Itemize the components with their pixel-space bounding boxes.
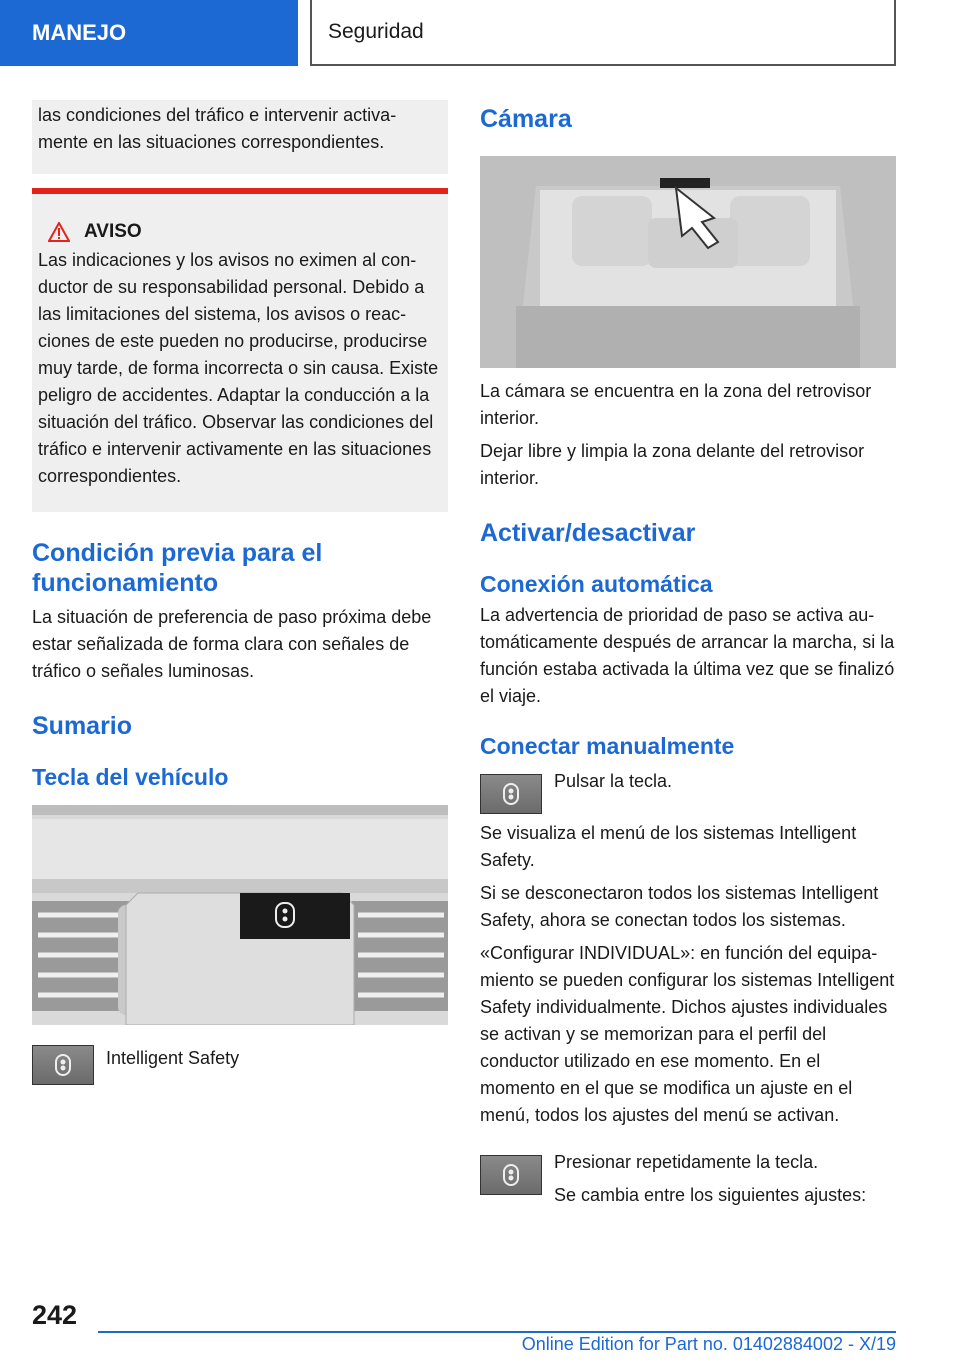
left-column (32, 100, 448, 1085)
intelligent-safety-button-icon (32, 1045, 94, 1085)
heading-camera: Cámara (480, 105, 572, 133)
note-text: las condiciones del tráfico e intervenir activamente en las situaciones correspondientes. (38, 105, 397, 152)
auto-text: La advertencia de prioridad de paso se activa automáticamente después de arrancar la marcha, si la función estaba activada la última vez que se finalizó el viaje. (480, 605, 895, 706)
heading-precondition: Condición previa para el funcionamiento (32, 539, 323, 597)
camera-text-1: La cámara se encuentra en la zona del retrovisor interior. (480, 381, 872, 428)
repeat-step-2: Se cambia entre los siguientes ajustes: (554, 1185, 867, 1205)
dashboard-button-illustration (32, 805, 448, 1025)
camera-text-2: Dejar libre y limpia la zona delante del retrovisor interior. (480, 441, 865, 488)
warning-box (32, 188, 448, 512)
intelligent-safety-button-icon (480, 774, 542, 814)
manual-step-text (554, 768, 672, 795)
intelligent-safety-label: Intelligent Safety (106, 1048, 240, 1068)
warning-title: AVISO (84, 221, 142, 242)
manual-step-1: Pulsar la tecla. (554, 771, 673, 791)
intelligent-safety-button-icon (480, 1155, 542, 1195)
precondition-text: La situación de preferencia de paso próxima debe estar señalizada de forma clara con señales de tráfico o señales luminosas. (32, 607, 432, 681)
chapter-title: Seguridad (310, 0, 896, 66)
repeat-step-row (480, 1149, 896, 1209)
heading-vehicle-button: Tecla del vehículo (32, 764, 229, 790)
section-tab: MANEJO (0, 0, 298, 66)
heading-manual: Conectar manualmente (480, 733, 735, 759)
manual-step-2: Se visualiza el menú de los sistemas Intelligent Safety. (480, 823, 857, 870)
heading-summary: Sumario (32, 712, 133, 740)
repeat-step-text (554, 1149, 866, 1209)
manual-text-2: «Configurar INDIVIDUAL»: en función del equipamiento se pueden configurar los sistemas Intelligent Safety individualmente. Dichos ajustes individuales se activan y se memorizan para el perfil del conductor utilizado en ese momento. En el momento en el que se modifica un ajuste en el menú, todos los ajustes del menú se activan. (480, 943, 895, 1125)
warning-text: Las indicaciones y los avisos no eximen al conductor de su responsabilidad personal. Debido a las limitaciones del sistema, los avisos o reacciones de este pueden no producirse, producirse muy tarde, de forma incorrecta o sin causa. Existe peligro de accidentes. Adaptar la conducción a la situación del tráfico. Observar las condiciones del tráfico e intervenir activamente en las situaciones correspondientes. (38, 250, 439, 486)
note-continuation-box (32, 100, 448, 174)
page-header (0, 0, 960, 66)
warning-header (38, 218, 440, 245)
manual-text-1: Si se desconectaron todos los sistemas Intelligent Safety, ahora se conectan todos los sistemas. (480, 883, 879, 930)
camera-location-illustration (480, 156, 896, 368)
intelligent-safety-row (32, 1045, 448, 1085)
right-column (480, 100, 896, 1209)
manual-step-row (480, 768, 896, 814)
footer-rule (98, 1331, 896, 1333)
repeat-step-1: Presionar repetidamente la tecla. (554, 1152, 819, 1172)
heading-activate: Activar/desactivar (480, 519, 696, 547)
heading-auto: Conexión automática (480, 571, 713, 597)
warning-triangle-icon (48, 222, 70, 242)
page-number: 242 (32, 1300, 78, 1330)
edition-text: Online Edition for Part no. 01402884002 - X/19 (521, 1334, 896, 1354)
